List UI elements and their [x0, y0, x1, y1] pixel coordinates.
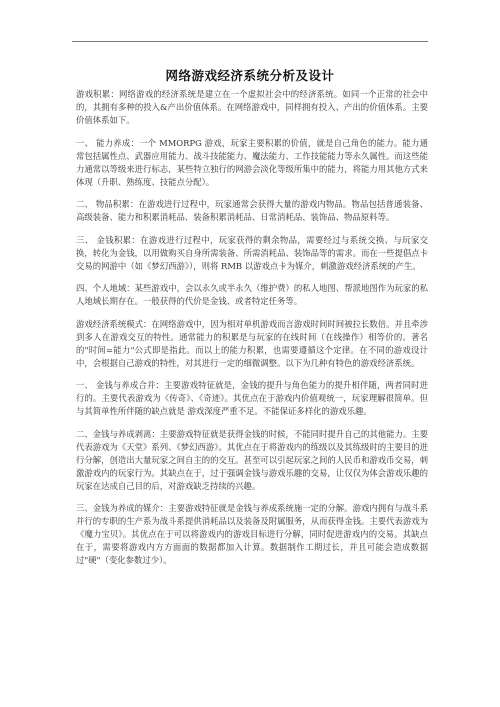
- page-title: 网络游戏经济系统分析及设计: [165, 68, 335, 83]
- paragraph-ability: 一、 能力养成：一个 MMORPG 游戏，玩家主要积累的价值，就是自己角色的能力。能力通常包括属性点、武器应用能力、战斗技能能力、魔法能力、工作技能能力等永久属性。而这些能力通常以等级来进行标志，某些特立独行的网游会淡化等级所集中的能力，将能力用其他方式来体现（升职、熟练度、技能点分配）。: [76, 137, 428, 187]
- paragraph-model-medium: 三、金钱为养成的媒介：主要游戏特征就是金钱与养成系统施一定的分解。游戏内拥有与战斗系并行的专职的生产系为战斗系提供消耗品以及装备及附属服务，从而获得金钱。主要代表游戏为《魔力宝贝》。其优点在于可以将游戏内的游戏目标进行分解，同时促进游戏内的交易。其缺点在于，需要将游戏内方方面面的数据都加入计算。数据制作工期过长，并且可能会造成数据过"硬"（变化参数过少）。: [76, 503, 428, 565]
- paragraph-items: 二、 物品积累：在游戏进行过程中，玩家通常会获得大量的游戏内物品。物品包括普通装备、高级装备、能力和积累消耗品、装备积累消耗品、日常消耗品、装饰品、物品原料等。: [76, 199, 428, 222]
- paragraph-money: 三、 金钱积累：在游戏进行过程中，玩家获得的剩余物品，需要经过与系统交换、与玩家交换，转化为金钱，以用做购买自身所需装备、所需消耗品、装饰品等的需求。而在一些提倡点卡交易的网游中（如《梦幻西游》），则将 RMB 以游戏点卡为媒介，刺激游戏经济系统的产生。: [76, 234, 428, 271]
- paragraph-model-merged: 一、 金钱与养成合并：主要游戏特征就是，金钱的提升与角色能力的提升相伴随，两者同时进行的。主要代表游戏为《传奇》、《奇迹》。其优点在于游戏内价值观统一，玩家理解很简单。但与其简单性所伴随的缺点就是 游戏深度严重不足。不能保证多样化的游戏乐趣。: [76, 380, 428, 416]
- paragraph-territory: 四、个人地域：某些游戏中，会以永久或半永久（维护费）的私人地图、帮派地图作为玩家的私人地域长期存在。一般获得的代价是金钱、或者特定任务等。: [76, 283, 428, 306]
- header-rule: [72, 41, 428, 42]
- paragraph-economy-model: 游戏经济系统模式：在网络游戏中，因为相对单机游戏而言游戏时间时间被拉长数倍。并且牵涉到多人在游戏交互的特性。通常能力的积累是与玩家的在线时间（在线操作）相等价的。著名的"时间=能力"公式即是指此。而以上的能力积累，也需要遵循这个定律。在不同的游戏设计中，会根据自己游戏的特性，对其进行一定的细微调整。以下为几种有特色的游戏经济系统。: [76, 318, 428, 368]
- paragraph-model-separated: 二、金钱与养成剥离：主要游戏特征就是获得金钱的时候，不能同时提升自己的其他能力。主要代表游戏为《天堂》系列、《梦幻西游》。其优点在于将游戏内的练级以及其练级时的主要目的进行分解，创造出大量玩家之间自主的的交互。甚至可以引起玩家之间的人民币和游戏币交易，刺激游戏内的玩家行为。其缺点在于，过于强调金钱与游戏乐趣的交易，让仅仅为体会游戏乐趣的玩家在达成自己目的后，对游戏缺乏持续的兴趣。: [76, 428, 428, 491]
- paragraph-intro: 游戏积累：网络游戏的经济系统是建立在一个虚拟社会中的经济系统。如同一个正常的社会中的，其拥有多种的投入&产出价值体系。在网络游戏中，同样拥有投入、产出的价值体系。主要价值体系如下。: [76, 89, 428, 125]
- document-body: [76, 88, 428, 577]
